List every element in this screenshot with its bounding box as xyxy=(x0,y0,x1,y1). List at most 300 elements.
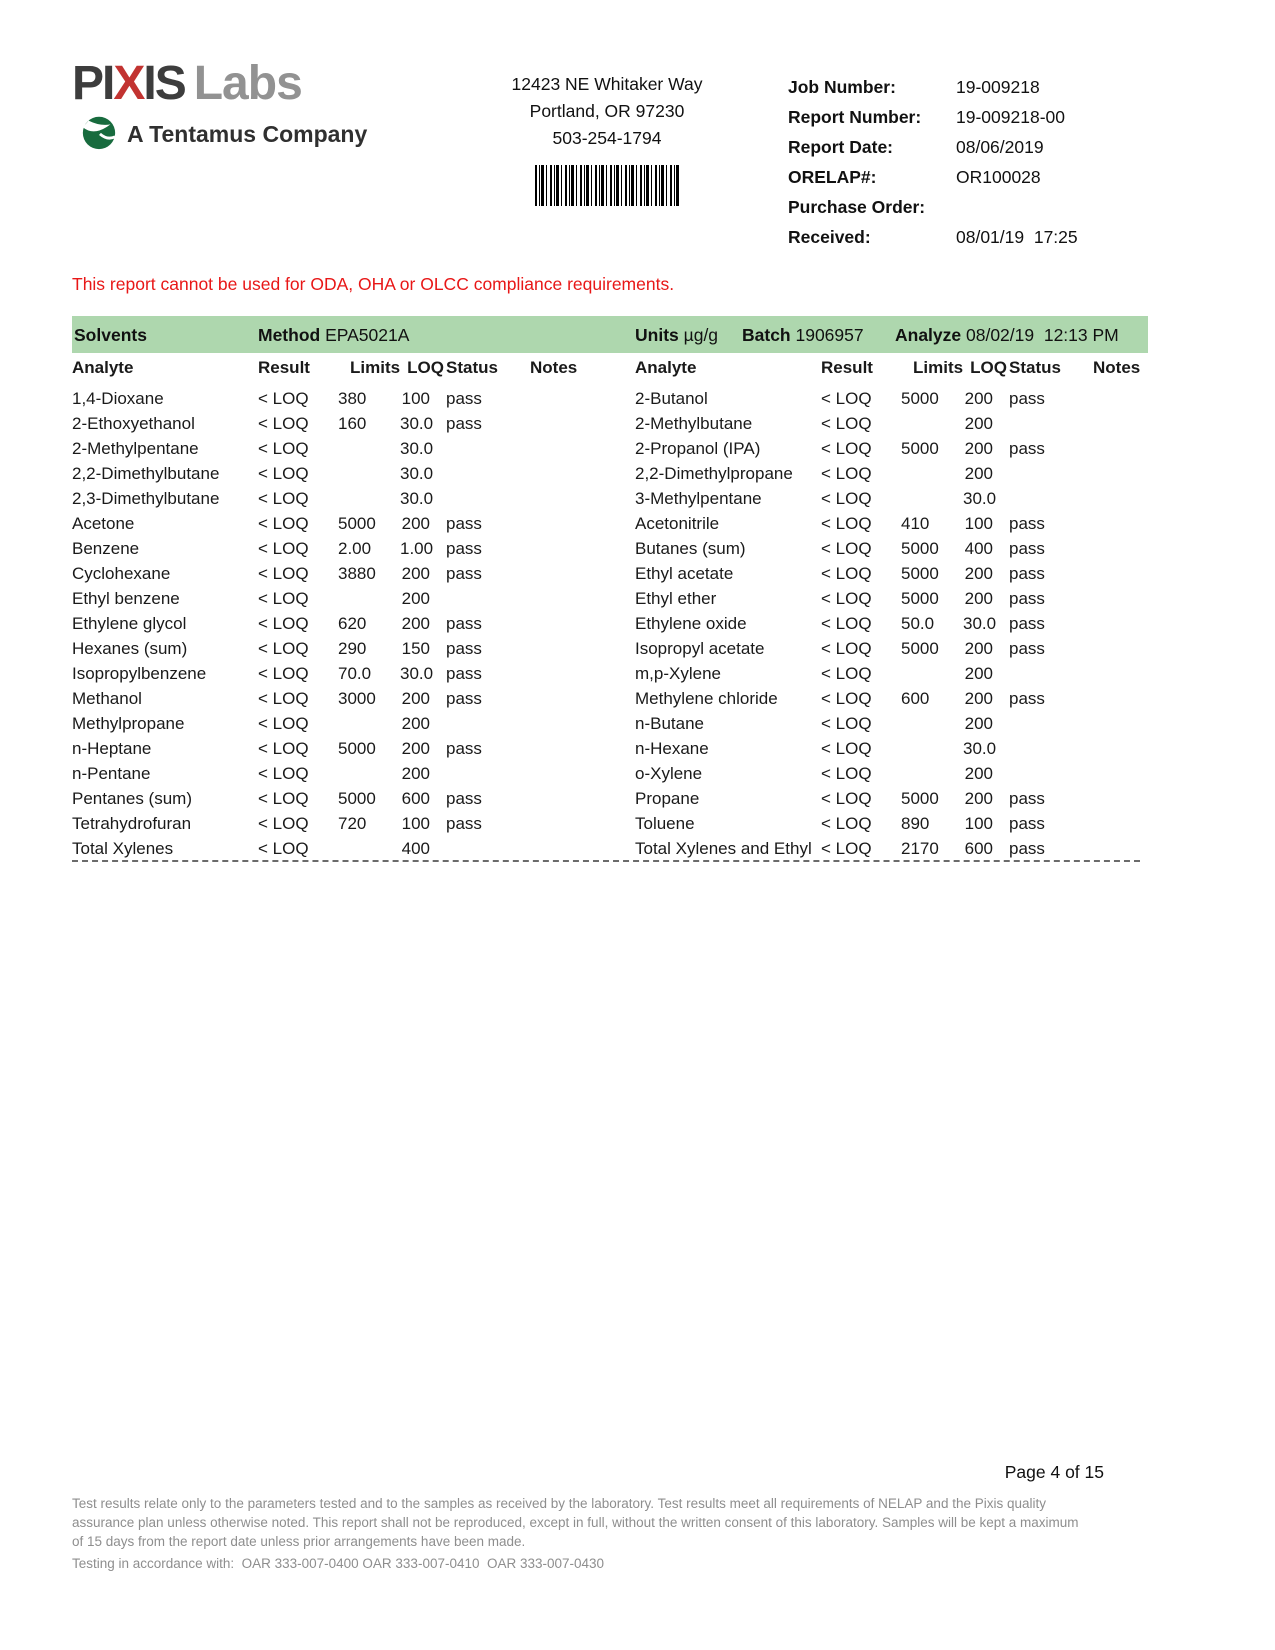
cell-loq: 200 xyxy=(964,639,993,658)
cell-status: pass xyxy=(1009,389,1045,408)
barcode-image xyxy=(535,165,680,206)
cell-status: pass xyxy=(446,814,482,833)
cell-result: < LOQ xyxy=(821,764,872,783)
cell-notes xyxy=(530,561,577,586)
cell-limits: 5000 xyxy=(338,514,376,533)
cell-analyte: 2-Ethoxyethanol xyxy=(72,414,195,433)
cell-status xyxy=(1007,761,1093,786)
cell-loq: 30.0 xyxy=(963,614,997,633)
cell-limits: 5000 xyxy=(338,739,376,758)
table-header-row xyxy=(635,358,1140,386)
column-header-loq: LOQ xyxy=(970,358,1007,377)
job-info-label: Report Date: xyxy=(788,137,894,157)
cell-result: < LOQ xyxy=(258,839,309,858)
cell-loq: 200 xyxy=(964,439,993,458)
cell-analyte: m,p-Xylene xyxy=(635,664,721,683)
cell-loq: 200 xyxy=(964,589,993,608)
cell-notes xyxy=(1093,561,1140,586)
leaf-icon xyxy=(80,113,118,156)
cell-notes xyxy=(530,736,577,761)
cell-analyte: n-Pentane xyxy=(72,764,151,783)
address-line-3: 503-254-1794 xyxy=(552,128,662,148)
cell-result: < LOQ xyxy=(821,664,872,683)
cell-limits: 720 xyxy=(338,814,367,833)
cell-result: < LOQ xyxy=(821,714,872,733)
cell-result: < LOQ xyxy=(258,539,309,558)
cell-limits xyxy=(901,736,963,761)
dashed-divider xyxy=(72,860,1140,862)
cell-limits: 380 xyxy=(338,389,367,408)
cell-limits: 5000 xyxy=(901,439,939,458)
cell-loq: 30.0 xyxy=(400,489,434,508)
cell-result: < LOQ xyxy=(258,714,309,733)
cell-limits xyxy=(338,711,400,736)
units-value: µg/g xyxy=(683,325,719,345)
cell-notes xyxy=(1093,536,1140,561)
cell-status: pass xyxy=(446,614,482,633)
cell-analyte: 2-Butanol xyxy=(635,389,708,408)
cell-status xyxy=(1007,711,1093,736)
cell-analyte: Total Xylenes and Ethyl xyxy=(635,839,812,858)
cell-analyte: 2,2-Dimethylbutane xyxy=(72,464,220,483)
logo-text-x: X xyxy=(113,57,144,110)
cell-result: < LOQ xyxy=(821,464,872,483)
cell-notes xyxy=(530,711,577,736)
cell-notes xyxy=(1093,411,1140,436)
tagline-text: A Tentamus Company xyxy=(127,121,368,147)
cell-notes xyxy=(530,611,577,636)
cell-limits xyxy=(338,436,400,461)
cell-status xyxy=(1007,736,1093,761)
table-row xyxy=(72,411,577,436)
cell-result: < LOQ xyxy=(258,564,309,583)
column-header-notes: Notes xyxy=(1093,358,1140,377)
method-value: EPA5021A xyxy=(325,325,410,345)
cell-result: < LOQ xyxy=(258,514,309,533)
cell-limits xyxy=(338,836,400,861)
cell-loq: 200 xyxy=(964,714,993,733)
cell-limits: 5000 xyxy=(901,789,939,808)
cell-status: pass xyxy=(446,564,482,583)
cell-loq: 200 xyxy=(964,789,993,808)
cell-status xyxy=(444,711,530,736)
cell-notes xyxy=(1093,486,1140,511)
cell-notes xyxy=(530,811,577,836)
table-row xyxy=(635,786,1140,811)
cell-limits: 600 xyxy=(901,689,930,708)
cell-loq: 200 xyxy=(401,614,430,633)
cell-limits: 160 xyxy=(338,414,367,433)
cell-analyte: Pentanes (sum) xyxy=(72,789,192,808)
cell-notes xyxy=(1093,811,1140,836)
cell-result: < LOQ xyxy=(258,589,309,608)
cell-limits xyxy=(901,486,963,511)
cell-notes xyxy=(530,461,577,486)
cell-analyte: Butanes (sum) xyxy=(635,539,746,558)
cell-loq: 30.0 xyxy=(963,739,997,758)
cell-limits xyxy=(901,411,963,436)
address-line-1: 12423 NE Whitaker Way xyxy=(511,74,703,94)
logo-text-pi: PI xyxy=(72,57,114,110)
cell-analyte: Ethyl benzene xyxy=(72,589,180,608)
cell-analyte: 1,4-Dioxane xyxy=(72,389,164,408)
cell-notes xyxy=(1093,711,1140,736)
cell-loq: 100 xyxy=(964,514,993,533)
cell-notes xyxy=(530,686,577,711)
cell-loq: 600 xyxy=(401,789,430,808)
table-row xyxy=(72,686,577,711)
table-row xyxy=(72,386,577,411)
logo-tagline xyxy=(80,113,367,156)
table-body xyxy=(72,386,577,861)
cell-notes xyxy=(530,836,577,861)
cell-status: pass xyxy=(446,664,482,683)
cell-limits xyxy=(338,486,400,511)
page-number: Page 4 of 15 xyxy=(1004,1462,1104,1482)
cell-analyte: Methylene chloride xyxy=(635,689,778,708)
cell-notes xyxy=(1093,761,1140,786)
cell-loq: 100 xyxy=(401,389,430,408)
cell-status: pass xyxy=(1009,439,1045,458)
cell-notes xyxy=(1093,836,1140,861)
cell-analyte: 2,3-Dimethylbutane xyxy=(72,489,220,508)
cell-limits xyxy=(338,461,400,486)
cell-result: < LOQ xyxy=(821,389,872,408)
cell-limits xyxy=(901,761,963,786)
cell-result: < LOQ xyxy=(821,614,872,633)
logo-text-is: IS xyxy=(143,57,185,110)
cell-loq: 200 xyxy=(401,514,430,533)
table-row xyxy=(72,636,577,661)
cell-loq: 100 xyxy=(401,814,430,833)
cell-status: pass xyxy=(446,539,482,558)
column-header-analyte: Analyte xyxy=(635,358,697,377)
cell-loq: 200 xyxy=(964,464,993,483)
cell-status: pass xyxy=(1009,589,1045,608)
cell-limits: 410 xyxy=(901,514,930,533)
table-row xyxy=(635,761,1140,786)
cell-notes xyxy=(530,661,577,686)
cell-loq: 30.0 xyxy=(400,439,434,458)
cell-status xyxy=(444,461,530,486)
cell-analyte: Propane xyxy=(635,789,700,808)
cell-notes xyxy=(1093,511,1140,536)
cell-limits xyxy=(901,661,963,686)
table-body xyxy=(635,386,1140,861)
cell-analyte: n-Hexane xyxy=(635,739,709,758)
cell-loq: 200 xyxy=(964,689,993,708)
cell-result: < LOQ xyxy=(821,589,872,608)
cell-result: < LOQ xyxy=(821,689,872,708)
footer-disclaimer: Test results relate only to the parameters tested and to the samples as received by the laboratory. Test results meet all requirements of NELAP and the Pixis quality assurance plan unless otherwise noted. This report shall not be reproduced, except in full, without the written consent of this laboratory. Samples will be kept a maximum of 15 days from the report date unless prior arrangements have been made. xyxy=(72,1496,1079,1549)
cell-analyte: Benzene xyxy=(72,539,140,558)
cell-limits xyxy=(901,461,963,486)
table-row xyxy=(635,611,1140,636)
table-row xyxy=(635,386,1140,411)
cell-notes xyxy=(1093,586,1140,611)
table-row xyxy=(635,636,1140,661)
table-row xyxy=(72,436,577,461)
cell-status xyxy=(1007,486,1093,511)
method-label: Method xyxy=(258,325,326,345)
analyze-value: 08/02/19 12:13 PM xyxy=(966,325,1119,345)
table-row xyxy=(72,786,577,811)
cell-status: pass xyxy=(1009,614,1045,633)
cell-status xyxy=(1007,411,1093,436)
job-info-row xyxy=(788,192,1078,222)
cell-result: < LOQ xyxy=(258,464,309,483)
table-row xyxy=(635,686,1140,711)
cell-analyte: Methylpropane xyxy=(72,714,185,733)
cell-limits: 2170 xyxy=(901,839,939,858)
logo-wordmark xyxy=(72,57,367,110)
cell-analyte: o-Xylene xyxy=(635,764,703,783)
cell-notes xyxy=(1093,436,1140,461)
cell-limits: 5000 xyxy=(901,389,939,408)
cell-limits: 5000 xyxy=(901,639,939,658)
cell-limits: 3880 xyxy=(338,564,376,583)
cell-result: < LOQ xyxy=(258,389,309,408)
job-info-row xyxy=(788,132,1078,162)
column-header-loq: LOQ xyxy=(407,358,444,377)
cell-analyte: n-Butane xyxy=(635,714,704,733)
cell-result: < LOQ xyxy=(258,789,309,808)
job-info-label: Received: xyxy=(788,227,871,247)
table-row xyxy=(72,511,577,536)
table-row xyxy=(635,461,1140,486)
cell-loq: 200 xyxy=(964,414,993,433)
cell-result: < LOQ xyxy=(821,414,872,433)
cell-result: < LOQ xyxy=(258,439,309,458)
table-row xyxy=(72,661,577,686)
job-info-label: Job Number: xyxy=(788,77,896,97)
cell-limits xyxy=(338,586,400,611)
cell-loq: 30.0 xyxy=(400,464,434,483)
cell-status: pass xyxy=(446,739,482,758)
footer-accordance: Testing in accordance with: OAR 333-007-0400 OAR 333-007-0410 OAR 333-007-0430 xyxy=(72,1556,605,1571)
cell-analyte: Isopropyl acetate xyxy=(635,639,765,658)
column-header-result: Result xyxy=(258,358,310,377)
job-info-row xyxy=(788,222,1078,252)
cell-notes xyxy=(1093,786,1140,811)
batch-field xyxy=(742,325,864,346)
cell-notes xyxy=(530,761,577,786)
cell-notes xyxy=(530,486,577,511)
table-row xyxy=(635,811,1140,836)
column-header-limits: Limits xyxy=(913,358,963,377)
cell-limits: 2.00 xyxy=(338,539,372,558)
table-row xyxy=(72,486,577,511)
table-row xyxy=(72,736,577,761)
cell-loq: 400 xyxy=(401,839,430,858)
cell-result: < LOQ xyxy=(258,814,309,833)
cell-limits: 5000 xyxy=(901,589,939,608)
cell-loq: 200 xyxy=(964,389,993,408)
cell-limits: 70.0 xyxy=(338,664,372,683)
cell-status: pass xyxy=(1009,839,1045,858)
table-row xyxy=(635,561,1140,586)
cell-result: < LOQ xyxy=(258,639,309,658)
cell-status xyxy=(444,836,530,861)
cell-result: < LOQ xyxy=(821,739,872,758)
batch-value: 1906957 xyxy=(795,325,864,345)
method-field xyxy=(258,325,409,346)
cell-notes xyxy=(530,536,577,561)
cell-loq: 150 xyxy=(401,639,430,658)
cell-notes xyxy=(530,386,577,411)
table-row xyxy=(635,661,1140,686)
cell-status: pass xyxy=(446,639,482,658)
cell-result: < LOQ xyxy=(821,814,872,833)
job-info-row xyxy=(788,72,1078,102)
job-info-value: 08/06/2019 xyxy=(956,137,1044,157)
section-header-bar xyxy=(72,316,1148,353)
cell-status xyxy=(444,436,530,461)
cell-limits: 890 xyxy=(901,814,930,833)
pixis-labs-logo xyxy=(72,57,368,156)
analyze-field xyxy=(895,325,1119,346)
cell-analyte: 3-Methylpentane xyxy=(635,489,762,508)
cell-notes xyxy=(530,636,577,661)
cell-limits: 3000 xyxy=(338,689,376,708)
cell-status xyxy=(444,586,530,611)
cell-result: < LOQ xyxy=(258,414,309,433)
cell-result: < LOQ xyxy=(258,764,309,783)
table-row xyxy=(635,411,1140,436)
cell-loq: 1.00 xyxy=(400,539,434,558)
cell-result: < LOQ xyxy=(821,564,872,583)
cell-analyte: 2-Propanol (IPA) xyxy=(635,439,761,458)
job-info-value: OR100028 xyxy=(956,167,1041,187)
cell-status: pass xyxy=(1009,539,1045,558)
cell-limits: 290 xyxy=(338,639,367,658)
cell-limits: 5000 xyxy=(901,564,939,583)
cell-result: < LOQ xyxy=(821,439,872,458)
cell-analyte: Total Xylenes xyxy=(72,839,174,858)
cell-notes xyxy=(1093,461,1140,486)
logo-text-labs: Labs xyxy=(193,57,302,110)
cell-analyte: Acetone xyxy=(72,514,135,533)
job-info-value: 19-009218 xyxy=(956,77,1040,97)
cell-status: pass xyxy=(446,514,482,533)
cell-analyte: Ethyl acetate xyxy=(635,564,734,583)
job-info-label: Report Number: xyxy=(788,107,922,127)
cell-analyte: Acetonitrile xyxy=(635,514,720,533)
job-info-row xyxy=(788,162,1078,192)
cell-analyte: Methanol xyxy=(72,689,142,708)
table-row xyxy=(635,711,1140,736)
cell-loq: 100 xyxy=(964,814,993,833)
table-row xyxy=(72,586,577,611)
cell-loq: 400 xyxy=(964,539,993,558)
lab-address-block xyxy=(457,71,757,206)
cell-analyte: Toluene xyxy=(635,814,695,833)
job-info-label: Purchase Order: xyxy=(788,197,926,217)
cell-notes xyxy=(1093,386,1140,411)
cell-status xyxy=(444,486,530,511)
cell-status: pass xyxy=(1009,789,1045,808)
table-row xyxy=(72,461,577,486)
address-line-2: Portland, OR 97230 xyxy=(529,101,685,121)
batch-label: Batch xyxy=(742,325,796,345)
cell-notes xyxy=(1093,611,1140,636)
table-row xyxy=(635,511,1140,536)
cell-result: < LOQ xyxy=(258,689,309,708)
cell-limits: 5000 xyxy=(338,789,376,808)
cell-result: < LOQ xyxy=(821,539,872,558)
cell-status: pass xyxy=(1009,514,1045,533)
cell-status: pass xyxy=(446,389,482,408)
cell-status: pass xyxy=(446,414,482,433)
job-info-row xyxy=(788,102,1078,132)
cell-result: < LOQ xyxy=(821,639,872,658)
cell-loq: 200 xyxy=(964,564,993,583)
table-header-row xyxy=(72,358,577,386)
cell-result: < LOQ xyxy=(258,489,309,508)
cell-limits xyxy=(338,761,400,786)
section-title: Solvents xyxy=(74,325,147,345)
cell-status: pass xyxy=(1009,814,1045,833)
cell-notes xyxy=(530,786,577,811)
cell-loq: 30.0 xyxy=(963,489,997,508)
cell-loq: 200 xyxy=(401,714,430,733)
column-header-result: Result xyxy=(821,358,873,377)
cell-analyte: Ethyl ether xyxy=(635,589,717,608)
table-row xyxy=(635,836,1140,861)
cell-limits: 50.0 xyxy=(901,614,935,633)
column-header-analyte: Analyte xyxy=(72,358,134,377)
cell-analyte: Hexanes (sum) xyxy=(72,639,188,658)
table-row xyxy=(635,736,1140,761)
cell-analyte: Ethylene oxide xyxy=(635,614,747,633)
table-row xyxy=(72,761,577,786)
job-info-value: 19-009218-00 xyxy=(956,107,1065,127)
column-header-notes: Notes xyxy=(530,358,577,377)
cell-loq: 200 xyxy=(401,689,430,708)
cell-status: pass xyxy=(446,689,482,708)
cell-result: < LOQ xyxy=(821,789,872,808)
cell-loq: 200 xyxy=(401,564,430,583)
cell-loq: 200 xyxy=(401,764,430,783)
table-row xyxy=(72,611,577,636)
cell-status xyxy=(1007,461,1093,486)
cell-result: < LOQ xyxy=(258,614,309,633)
cell-status: pass xyxy=(1009,639,1045,658)
cell-status: pass xyxy=(1009,564,1045,583)
cell-status xyxy=(1007,661,1093,686)
cell-loq: 30.0 xyxy=(400,664,434,683)
analyze-label: Analyze xyxy=(895,325,966,345)
table-row xyxy=(635,536,1140,561)
cell-notes xyxy=(1093,686,1140,711)
cell-result: < LOQ xyxy=(821,514,872,533)
column-header-status: Status xyxy=(1009,358,1061,377)
column-header-limits: Limits xyxy=(350,358,400,377)
cell-loq: 600 xyxy=(964,839,993,858)
results-table-left xyxy=(72,358,577,861)
cell-loq: 200 xyxy=(401,589,430,608)
table-row xyxy=(72,836,577,861)
table-row xyxy=(72,811,577,836)
cell-limits: 5000 xyxy=(901,539,939,558)
cell-result: < LOQ xyxy=(821,839,872,858)
results-tables xyxy=(72,358,1140,861)
table-row xyxy=(72,711,577,736)
cell-result: < LOQ xyxy=(258,739,309,758)
cell-status: pass xyxy=(1009,689,1045,708)
cell-notes xyxy=(530,411,577,436)
cell-notes xyxy=(530,511,577,536)
